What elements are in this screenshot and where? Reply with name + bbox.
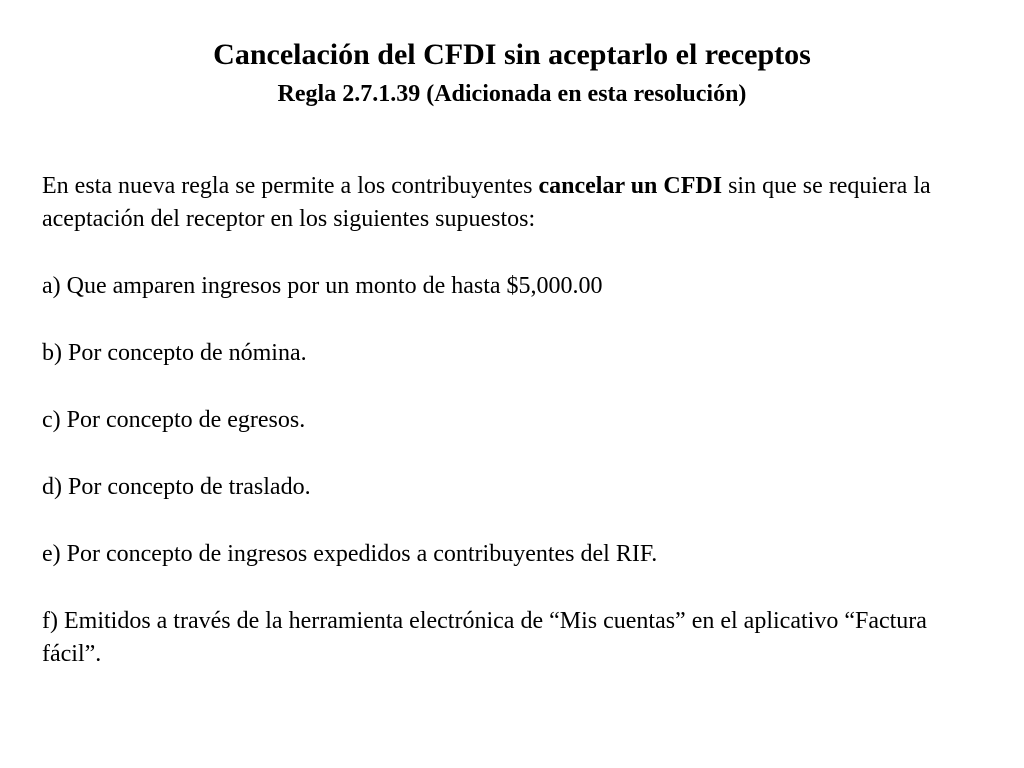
intro-paragraph — [42, 170, 992, 236]
intro-text-end: sin que se requiera la aceptación del receptor en los siguientes supuestos: — [42, 173, 931, 232]
list-item-d: d) Por concepto de traslado. — [42, 474, 311, 500]
list-item-e: e) Por concepto de ingresos expedidos a contribuyentes del RIF. — [42, 541, 658, 567]
intro-text-start: En esta nueva regla se permite a los contribuyentes — [42, 173, 539, 199]
list-item-c: c) Por concepto de egresos. — [42, 407, 306, 433]
list-item-f: f) Emitidos a través de la herramienta electrónica de “Mis cuentas” en el aplicativo “Factura fácil”. — [42, 608, 927, 667]
slide-subtitle: Regla 2.7.1.39 (Adicionada en esta resolución) — [277, 81, 747, 107]
slide-title: Cancelación del CFDI sin aceptarlo el receptos — [213, 38, 811, 71]
list-item-b: b) Por concepto de nómina. — [42, 340, 307, 366]
intro-bold-text: cancelar un CFDI — [538, 173, 723, 199]
list-item-a: a) Que amparen ingresos por un monto de hasta $5,000.00 — [42, 273, 603, 299]
